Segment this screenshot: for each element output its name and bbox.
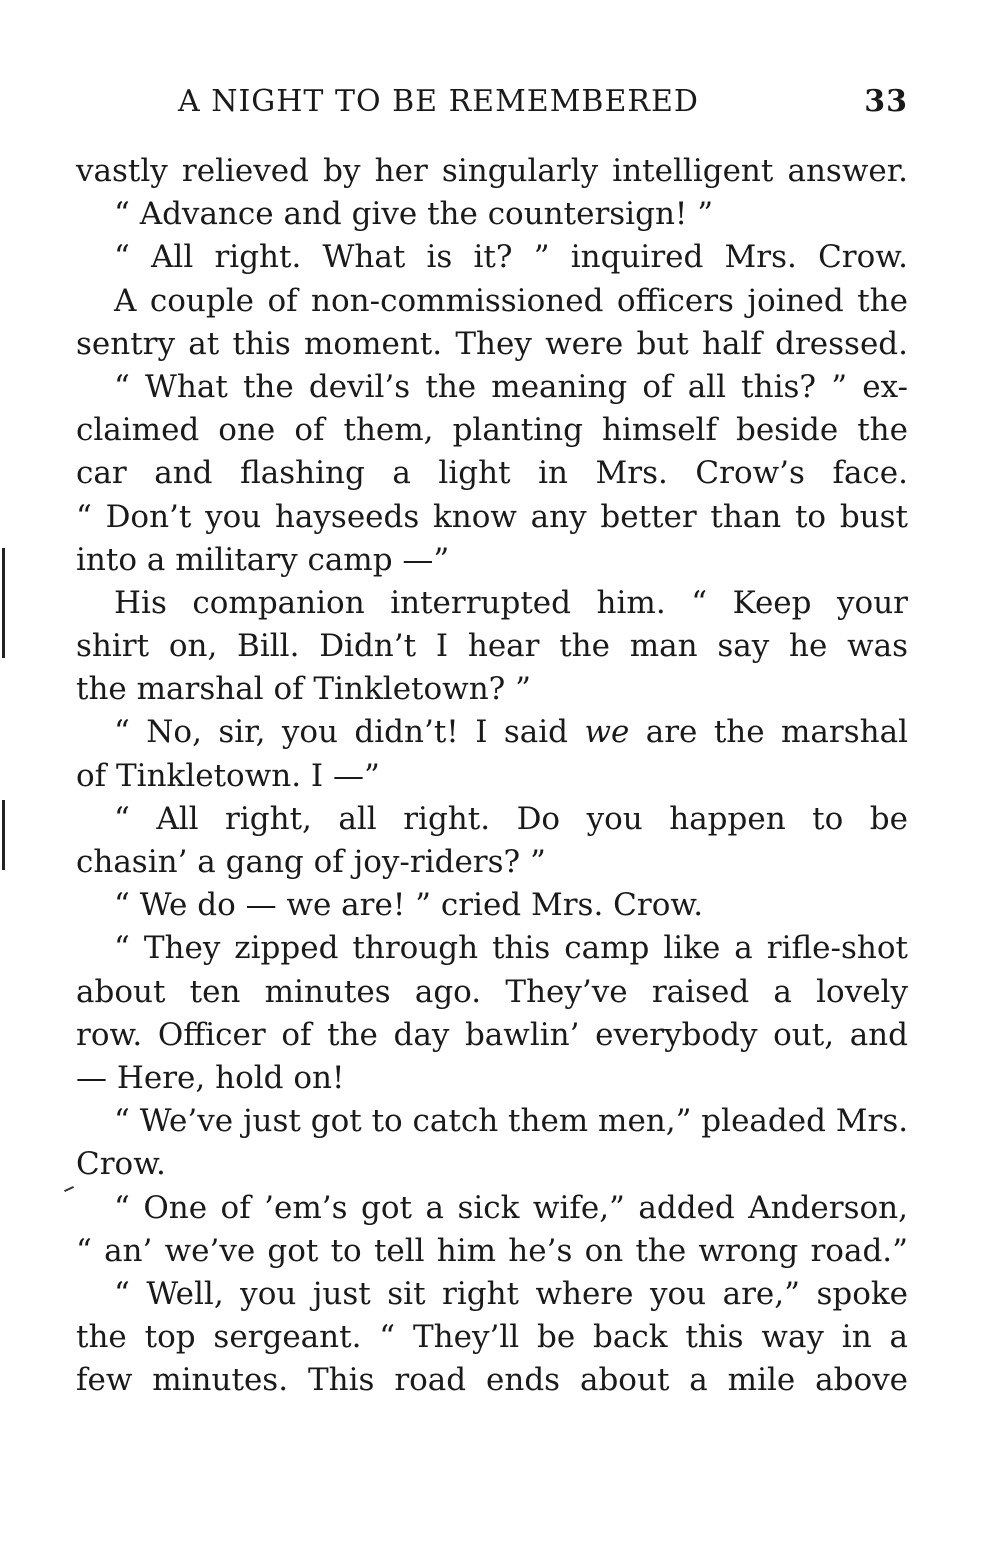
- running-title: A NIGHT TO BE REMEMBERED: [178, 84, 699, 119]
- text-line: chasin’ a gang of joy-riders? ”: [76, 844, 546, 880]
- emphasis-word: we: [584, 714, 630, 751]
- text-line: “ We’ve just got to catch them men,” pleaded Mrs.: [114, 1103, 909, 1140]
- text-line: few minutes. This road ends about a mile above: [76, 1362, 908, 1399]
- text-line: claimed one of them, planting himself beside the: [76, 412, 908, 449]
- margin-scan-mark: [2, 800, 5, 870]
- text-line: sentry at this moment. They were but half dressed.: [76, 325, 908, 362]
- body-text: [76, 150, 908, 1402]
- text-line-with-emphasis: [76, 711, 908, 754]
- text-line: “ All right. What is it? ” inquired Mrs. Crow.: [114, 239, 908, 276]
- text-line: His companion interrupted him. “ Keep your: [114, 584, 908, 621]
- text-line: “ Don’t you hayseeds know any better than to bust: [76, 498, 908, 535]
- text-line: the marshal of Tinkletown? ”: [76, 671, 531, 708]
- text-line: “ We do — we are! ” cried Mrs. Crow.: [114, 887, 704, 924]
- text-segment: are the marshal: [629, 714, 908, 751]
- page-header: [178, 84, 908, 124]
- text-line: “ Well, you just sit right where you are,” spoke: [114, 1275, 908, 1312]
- text-line: Crow.: [76, 1146, 166, 1183]
- text-segment: “ No, sir, you didn’t! I said: [114, 714, 585, 751]
- stray-scan-mark: [64, 1186, 74, 1192]
- text-line: shirt on, Bill. Didn’t I hear the man say he was: [76, 628, 908, 665]
- text-line: “ Advance and give the countersign! ”: [114, 196, 714, 233]
- text-line: “ an’ we’ve got to tell him he’s on the wrong road.”: [76, 1232, 908, 1269]
- text-line: car and flashing a light in Mrs. Crow’s face.: [76, 455, 908, 492]
- text-line: into a military camp —”: [76, 541, 450, 578]
- text-line: about ten minutes ago. They’ve raised a lovely: [76, 973, 908, 1010]
- text-line: “ They zipped through this camp like a rifle-shot: [114, 930, 908, 967]
- text-line: “ All right, all right. Do you happen to be: [114, 800, 908, 837]
- text-line: A couple of non-commissioned officers joined the: [114, 282, 908, 319]
- text-line: “ What the devil’s the meaning of all this? ” ex-: [114, 368, 908, 405]
- text-line: the top sergeant. “ They’ll be back this way in a: [76, 1319, 908, 1356]
- page-number: 33: [864, 84, 908, 119]
- text-line: of Tinkletown. I —”: [76, 757, 380, 794]
- text-line: “ One of ’em’s got a sick wife,” added Anderson,: [114, 1189, 908, 1226]
- text-line: vastly relieved by her singularly intelligent answer.: [76, 153, 908, 189]
- text-line: — Here, hold on!: [76, 1059, 345, 1096]
- text-line: row. Officer of the day bawlin’ everybody out, and: [76, 1016, 908, 1053]
- margin-scan-mark: [2, 548, 5, 658]
